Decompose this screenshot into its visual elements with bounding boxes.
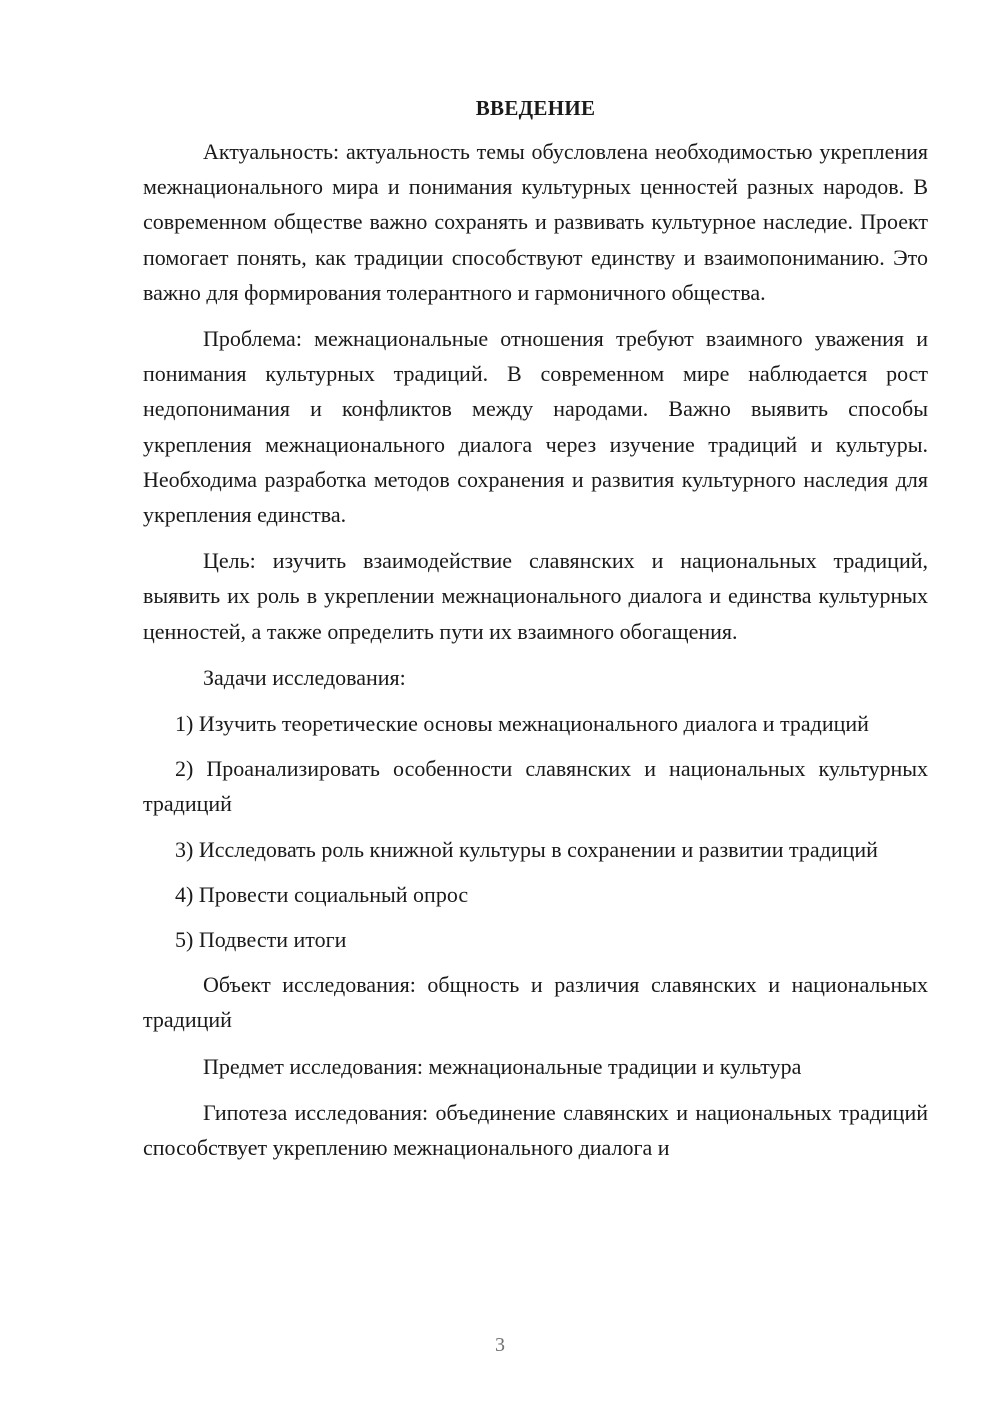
task-item-1: 1) Изучить теоретические основы межнационального диалога и традиций [175,711,869,737]
paragraph-subject: Предмет исследования: межнациональные традиции и культура [203,1053,802,1079]
paragraph-goal: Цель: изучить взаимодействие славянских и национальных традиций, выявить их роль в укреплении межнационального диалога и единства культурных ценностей, а также определить пути их взаимного обогащения. [143,548,928,644]
task-item-4: 4) Провести социальный опрос [175,881,469,907]
page-title: ВВЕДЕНИЕ [475,96,596,120]
task-item-2: 2) Проанализировать особенности славянских и национальных культурных традиций [143,756,928,817]
task-item-5: 5) Подвести итоги [175,927,347,953]
paragraph-problem: Проблема: межнациональные отношения требуют взаимного уважения и понимания культурных традиций. В современном мире наблюдается рост недопонимания и конфликтов между народами. Важно выявить способы укрепления межнационального диалога через изучение традиций и культуры. Необходима разработка методов сохранения и развития культурного наследия для укрепления единства. [143,326,928,528]
page-number: 3 [495,1334,505,1356]
task-item-3: 3) Исследовать роль книжной культуры в сохранении и развитии традиций [175,836,878,862]
tasks-heading: Задачи исследования: [203,664,406,690]
paragraph-object: Объект исследования: общность и различия славянских и национальных традиций [143,972,928,1033]
paragraph-hypothesis: Гипотеза исследования: объединение славянских и национальных традиций способствует укреплению межнационального диалога и [143,1099,928,1161]
paragraph-relevance: Актуальность: актуальность темы обусловлена необходимостью укрепления межнационального мира и понимания культурных ценностей разных народов. В современном обществе важно сохранять и развивать культурное наследие. Проект помогает понять, как традиции способствуют единству и взаимопониманию. Это важно для формирования толерантного и гармоничного общества. [143,139,928,305]
